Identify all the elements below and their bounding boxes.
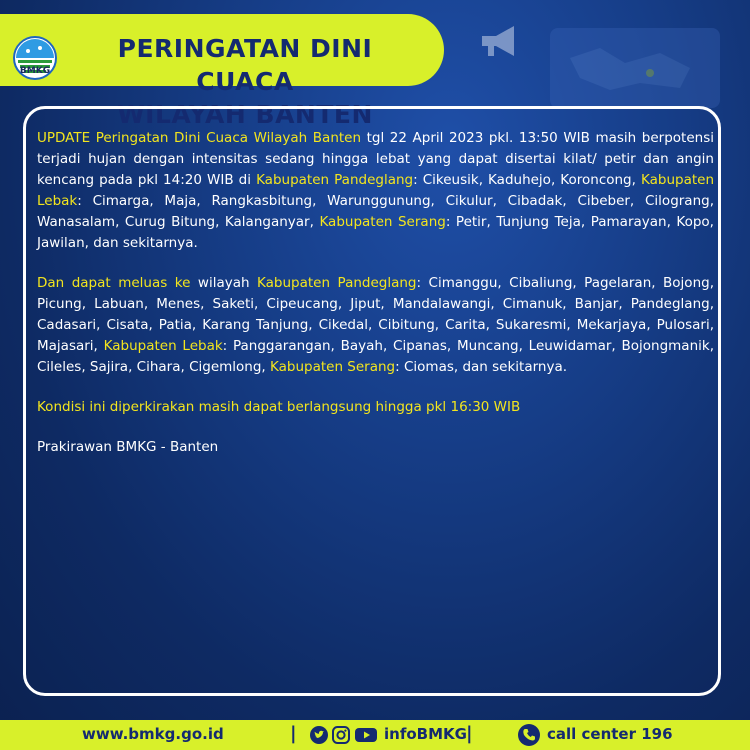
megaphone-icon (478, 24, 524, 58)
paragraph-condition: Kondisi ini diperkirakan masih dapat berlangsung hingga pkl 16:30 WIB (37, 399, 521, 415)
highlight-text: UPDATE Peringatan Dini Cuaca Wilayah Banten (37, 130, 362, 146)
highlight-text: Kabupaten Lebak (37, 172, 714, 209)
body-text: tgl 22 April 2023 pkl. 13:50 WIB masih berpotensi terjadi hujan dengan intensitas sedang hingga lebat yang dapat disertai kilat/ petir dan angin kencang pada pkl 14:20 WIB di (37, 130, 714, 188)
footer-separator: | (466, 723, 473, 744)
highlight-text: Kabupaten Pandeglang (256, 172, 414, 188)
footer-bar (0, 720, 750, 750)
highlight-text: Kabupaten Lebak (103, 338, 223, 354)
body-text: : Ciomas, dan sekitarnya. (395, 359, 568, 375)
twitter-icon[interactable] (310, 726, 328, 744)
paragraph-signature: Prakirawan BMKG - Banten (37, 439, 219, 455)
background-map-decoration (530, 18, 730, 108)
body-text: : Panggarangan, Bayah, Cipanas, Muncang, Leuwidamar, Bojongmanik, Cileles, Sajira, Cihara, Cigemlong, (37, 338, 714, 375)
body-text: : Cimarga, Maja, Rangkasbitung, Warunggunung, Cikulur, Cibadak, Cibeber, Cilograng, Wanasalam, Curug Bitung, Kalanganyar, (37, 193, 714, 230)
title-line-1: PERINGATAN DINI CUACA (117, 34, 373, 96)
paragraph-extension (37, 273, 714, 378)
youtube-icon[interactable] (355, 726, 377, 744)
paragraph-update (37, 128, 714, 254)
highlight-text: Dan dapat meluas ke (37, 275, 191, 291)
body-text: wilayah (190, 275, 258, 291)
highlight-text: Kabupaten Pandeglang (257, 275, 417, 291)
phone-icon (518, 724, 540, 746)
footer-separator: | (290, 723, 297, 744)
body-text: : Petir, Tunjung Teja, Pamarayan, Kopo, Jawilan, dan sekitarnya. (37, 214, 714, 251)
highlight-text: Kabupaten Serang (319, 214, 446, 230)
body-text: : Cikeusik, Kaduhejo, Koroncong, (413, 172, 641, 188)
instagram-icon[interactable] (332, 726, 350, 744)
body-text: : Cimanggu, Cibaliung, Pagelaran, Bojong, Picung, Labuan, Menes, Saketi, Cipeucang, Jiput, Mandalawangi, Cimanuk, Banjar, Pandeglang, Cadasari, Cisata, Patia, Karang Tanjung, Cikedal, Cibitung, Carita, Sukaresmi, Mekarjaya, Pulosari, Majasari, (37, 275, 714, 354)
social-handle[interactable]: infoBMKG (384, 725, 467, 743)
warning-text (37, 128, 714, 477)
logo-text: BMKG (19, 66, 51, 76)
header-banner (0, 14, 444, 129)
highlight-text: Kabupaten Serang (270, 359, 396, 375)
bmkg-logo (12, 36, 58, 92)
website-link[interactable]: www.bmkg.go.id (82, 725, 224, 743)
title-line-2: WILAYAH BANTEN (117, 100, 373, 129)
call-center[interactable]: call center 196 (547, 725, 673, 743)
